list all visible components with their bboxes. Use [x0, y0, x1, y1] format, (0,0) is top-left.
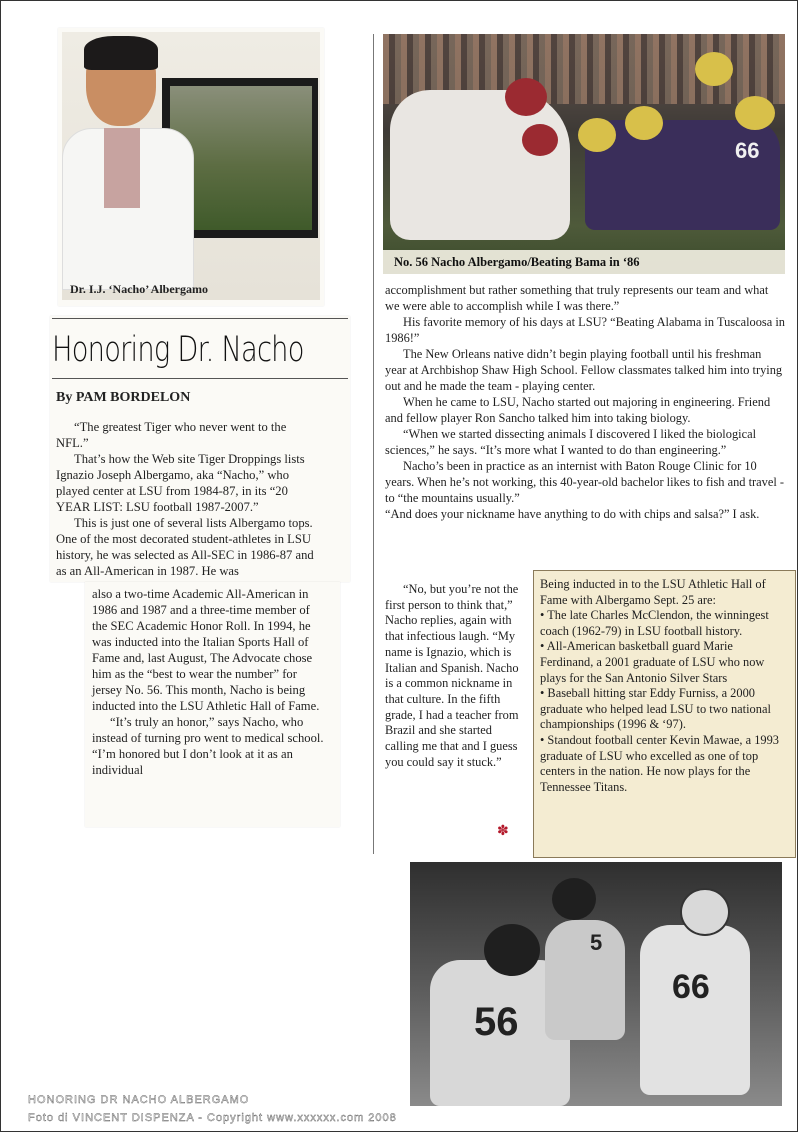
- sidebar-item: • The late Charles McClendon, the winningest coach (1962-79) in LSU football history.: [540, 608, 769, 638]
- paragraph: His favorite memory of his days at LSU? “Beating Alabama in Tuscaloosa in 1986!”: [385, 315, 785, 345]
- article-column-narrow: [385, 582, 525, 770]
- alabama-players: [390, 90, 570, 240]
- helmet: [552, 878, 596, 920]
- hall-of-fame-sidebar: [533, 570, 796, 858]
- headline-rule-top: [52, 318, 348, 319]
- doctor-hair: [84, 36, 158, 70]
- paragraph: “It’s truly an honor,” says Nacho, who instead of turning pro went to medical school. “I’m honored but I don’t look at it as an individual: [92, 715, 324, 777]
- byline: By PAM BORDELON: [56, 390, 191, 405]
- player: [640, 925, 750, 1095]
- helmet: [484, 924, 540, 976]
- article-column-left-top: [56, 419, 318, 579]
- paragraph: This is just one of several lists Albergamo tops. One of the most decorated student-athletes in LSU history, he was selected as All-SEC in 1986-87 and as an All-American in 1987. He was: [56, 516, 314, 578]
- player: [545, 920, 625, 1040]
- paragraph: “The greatest Tiger who never went to the NFL.”: [56, 420, 287, 450]
- end-mark-icon: ✽: [497, 824, 509, 839]
- paragraph: Nacho’s been in practice as an internist with Baton Rouge Clinic for 10 years. When he’s not working, this 40-year-old bachelor likes to fish and travel - to “the mountains usually.”: [385, 459, 785, 505]
- article-column-right: [385, 282, 785, 522]
- jersey-number: 56: [474, 1000, 519, 1044]
- lsu-helmet: [695, 52, 733, 86]
- credit-photographer: Foto di VINCENT DISPENZA - Copyright www.xxxxxx.com 2008: [28, 1112, 397, 1124]
- lsu-helmet: [625, 106, 663, 140]
- jersey-number: 5: [590, 930, 603, 955]
- paragraph: The New Orleans native didn’t begin playing football until his freshman year at Archbishop Shaw High School. Fellow classmates talked him into trying out and he made the team - playing center.: [385, 347, 783, 393]
- credit-title: HONORING DR NACHO ALBERGAMO: [28, 1094, 250, 1106]
- sidebar-item: • Standout football center Kevin Mawae, a 1993 graduate of LSU who excelled as one of top centers in the nation. He now plays for the Tennessee Titans.: [540, 732, 780, 794]
- paragraph: When he came to LSU, Nacho started out majoring in engineering. Friend and fellow player Ron Sancho talked him into taking biology.: [385, 395, 771, 425]
- paragraph: “No, but you’re not the first person to think that,” Nacho replies, again with that infectious laugh. “My name is Ignazio, which is Italian and Spanish. Nacho is a common nickname in that culture. In the fifth grade, I had a teacher from Brazil and she started calling me that and I guess you could say it stuck.”: [385, 582, 519, 769]
- paragraph: That’s how the Web site Tiger Droppings lists Ignazio Joseph Albergamo, aka “Nacho,” who played center at LSU from 1984-87, in its “20 YEAR LIST: LSU football 1987-2007.”: [56, 452, 305, 514]
- sidebar-intro: Being inducted in to the LSU Athletic Hall of Fame with Albergamo Sept. 25 are:: [540, 577, 766, 607]
- headline-rule-bottom: [52, 378, 348, 379]
- lsu-helmet: [735, 96, 775, 130]
- column-divider: [373, 34, 374, 854]
- article-column-left-bottom: [92, 586, 328, 778]
- alabama-helmet: [522, 124, 558, 156]
- doctor-shirt: [104, 128, 140, 208]
- jersey-number: 66: [735, 138, 760, 163]
- lsu-helmet: [578, 118, 616, 152]
- paragraph: “When we started dissecting animals I discovered I liked the biological sciences,” he says. “It’s more what I wanted to do than engineering.”: [385, 427, 757, 457]
- sidebar-item: • Baseball hitting star Eddy Furniss, a 2000 graduate who helped lead LSU to two national championships (1996 & ‘97).: [540, 686, 771, 732]
- paragraph: also a two-time Academic All-American in 1986 and 1987 and a three-time member of the SEC Academic Honor Roll. In 1994, he was inducted into the Italian Sports Hall of Fame and, last August, The Advocate chose him as the “best to wear the number” for jersey No. 56. This month, Nacho is being inducted into the LSU Athletic Hall of Fame.: [92, 587, 320, 713]
- paragraph: “And does your nickname have anything to do with chips and salsa?” I ask.: [385, 507, 760, 521]
- headline: Honoring Dr. Nacho: [52, 330, 304, 370]
- jersey-number: 66: [672, 968, 710, 1006]
- doctor-photo-caption: Dr. I.J. ‘Nacho’ Albergamo: [70, 282, 208, 296]
- paragraph: accomplishment but rather something that truly represents our team and what we were able to accomplish while I was there.”: [385, 283, 769, 313]
- alabama-helmet: [505, 78, 547, 116]
- sidebar-item: • All-American basketball guard Marie Ferdinand, a 2001 graduate of LSU who now plays for the San Antonio Silver Stars: [540, 639, 765, 685]
- game-photo-caption: No. 56 Nacho Albergamo/Beating Bama in ‘86: [394, 255, 640, 269]
- helmet: [680, 888, 730, 936]
